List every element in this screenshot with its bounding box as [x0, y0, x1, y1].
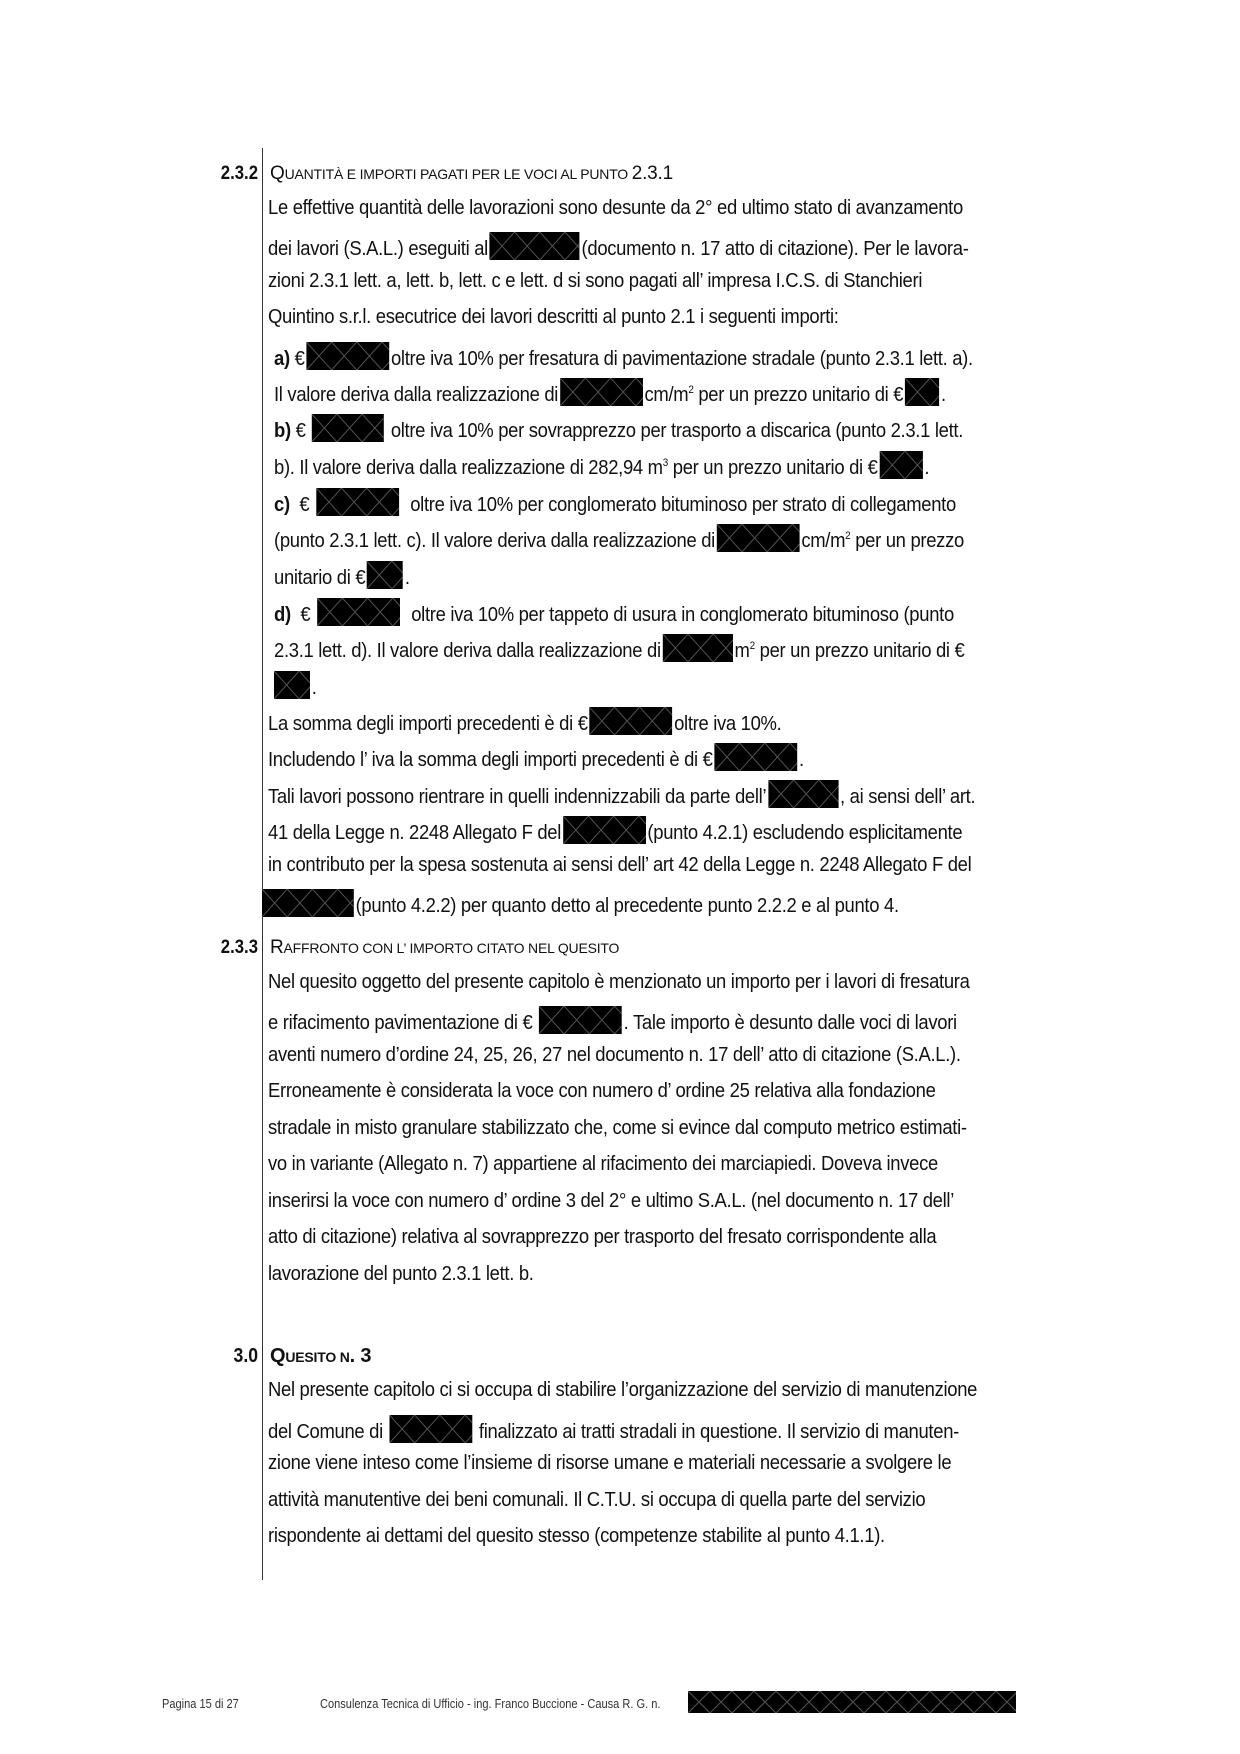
paragraph-line: La somma degli importi precedenti è di € oltre iva 10%. [268, 707, 781, 736]
redaction [274, 671, 310, 699]
paragraph-line: rispondente ai dettami del quesito stesso (competenze stabilite al punto 4.1.1). [268, 1524, 885, 1547]
section-number-2-3-2: 2.3.2 [220, 163, 258, 184]
paragraph-line: Nel presente capitolo ci si occupa di stabilire l’organizzazione del servizio di manutenzione [268, 1378, 978, 1401]
redaction [563, 816, 646, 844]
redaction [663, 634, 733, 662]
paragraph-line: Tali lavori possono rientrare in quelli indennizzabili da parte dell’ , ai sensi dell’ art. [268, 780, 975, 809]
list-item-b: b) € oltre iva 10% per sovrapprezzo per trasporto a discarica (punto 2.3.1 lett. [274, 414, 963, 443]
redaction [714, 743, 797, 771]
paragraph-line: Nel quesito oggetto del presente capitolo è menzionato un importo per i lavori di fresatura [268, 970, 970, 993]
margin-rule [262, 148, 263, 1580]
section-number-2-3-3: 2.3.3 [220, 937, 258, 958]
redaction [717, 524, 800, 552]
paragraph-line: Le effettive quantità delle lavorazioni sono desunte da 2° ed ultimo stato di avanzamento [268, 196, 963, 219]
paragraph-line: (punto 4.2.2) per quanto detto al precedente punto 2.2.2 e al punto 4. [262, 889, 899, 918]
redaction [367, 561, 403, 589]
paragraph-line: Quintino s.r.l. esecutrice dei lavori descritti al punto 2.1 i seguenti importi: [268, 305, 839, 328]
redaction [317, 598, 400, 626]
section-number-3-0: 3.0 [233, 1345, 258, 1367]
paragraph-line: atto di citazione) relativa al sovrapprezzo per trasporto del fresato corrispondente alla [268, 1225, 937, 1248]
paragraph-line: lavorazione del punto 2.3.1 lett. b. [268, 1262, 534, 1285]
list-item-d: d) € oltre iva 10% per tappeto di usura in conglomerato bituminoso (punto [274, 598, 954, 627]
list-item-d-detail-2: . [274, 671, 317, 700]
section-heading-2-3-3: RAFFRONTO CON L’ IMPORTO CITATO NEL QUESITO [270, 937, 620, 958]
redaction [390, 1415, 473, 1443]
redaction [879, 451, 922, 479]
list-item-c-detail: (punto 2.3.1 lett. c). Il valore deriva dalla realizzazione di $cm/m^2$ per un prezzo [274, 524, 964, 553]
section-heading-2-3-2: QUANTITÀ E IMPORTI PAGATI PER LE VOCI AL PUNTO 2.3.1 [270, 163, 673, 184]
paragraph-line: Includendo l’ iva la somma degli importi precedenti è di € . [268, 743, 804, 772]
paragraph-line: vo in variante (Allegato n. 7) appartiene al rifacimento dei marciapiedi. Doveva invece [268, 1152, 938, 1175]
redaction [589, 707, 672, 735]
list-item-c-detail-2: unitario di € . [274, 561, 410, 590]
paragraph-line: 41 della Legge n. 2248 Allegato F del (punto 4.2.1) escludendo esplicitamente [268, 816, 962, 845]
redaction [262, 889, 354, 917]
list-item-a-detail: Il valore deriva dalla realizzazione di $cm/m^2$ per un prezzo unitario di € . [274, 378, 946, 407]
paragraph-line: attività manutentive dei beni comunali. Il C.T.U. si occupa di quella parte del servizio [268, 1488, 926, 1511]
redaction [539, 1006, 622, 1034]
list-item-b-detail: b). Il valore deriva dalla realizzazione di 282,94 $m^3$ per un prezzo unitario di € . [274, 451, 929, 480]
paragraph-line: del Comune di finalizzato ai tratti stradali in questione. Il servizio di manuten- [268, 1415, 959, 1444]
section-heading-3-0: QUESITO N. 3 [270, 1345, 372, 1367]
paragraph-line: zioni 2.3.1 lett. a, lett. b, lett. c e lett. d si sono pagati all’ impresa I.C.S. di Stanchieri [268, 269, 923, 292]
paragraph-line: in contributo per la spesa sostenuta ai sensi dell’ art 42 della Legge n. 2248 Allegato F del [268, 853, 972, 876]
redaction [312, 414, 384, 442]
redaction [306, 342, 389, 370]
redaction [768, 780, 838, 808]
paragraph-line: zione viene inteso come l’insieme di risorse umane e materiali necessarie a svolgere le [268, 1451, 952, 1474]
redaction [316, 488, 399, 516]
redaction [905, 378, 939, 406]
footer-page-number: Pagina 15 di 27 [162, 1696, 239, 1711]
footer-reference: Consulenza Tecnica di Ufficio - ing. Franco Buccione - Causa R. G. n. [320, 1696, 661, 1711]
list-item-a: a) € oltre iva 10% per fresatura di pavimentazione stradale (punto 2.3.1 lett. a). [274, 342, 973, 371]
paragraph-line: inserirsi la voce con numero d’ ordine 3 del 2° e ultimo S.A.L. (nel documento n. 17 dell’ [268, 1189, 954, 1212]
redaction [688, 1691, 1016, 1713]
list-item-d-detail: 2.3.1 lett. d). Il valore deriva dalla realizzazione di $m^2$ per un prezzo unitario di € [274, 634, 964, 663]
redaction [560, 378, 643, 406]
list-item-c: c) € oltre iva 10% per conglomerato bituminoso per strato di collegamento [274, 488, 956, 517]
paragraph-line: dei lavori (S.A.L.) eseguiti al (documento n. 17 atto di citazione). Per le lavora- [268, 232, 969, 261]
paragraph-line: stradale in misto granulare stabilizzato che, come si evince dal computo metrico estimati- [268, 1116, 967, 1139]
redaction [490, 232, 580, 260]
paragraph-line: e rifacimento pavimentazione di € . Tale importo è desunto dalle voci di lavori [268, 1006, 957, 1035]
paragraph-line: Erroneamente è considerata la voce con numero d’ ordine 25 relativa alla fondazione [268, 1079, 936, 1102]
paragraph-line: aventi numero d’ordine 24, 25, 26, 27 nel documento n. 17 dell’ atto di citazione (S.A.L.). [268, 1043, 961, 1066]
